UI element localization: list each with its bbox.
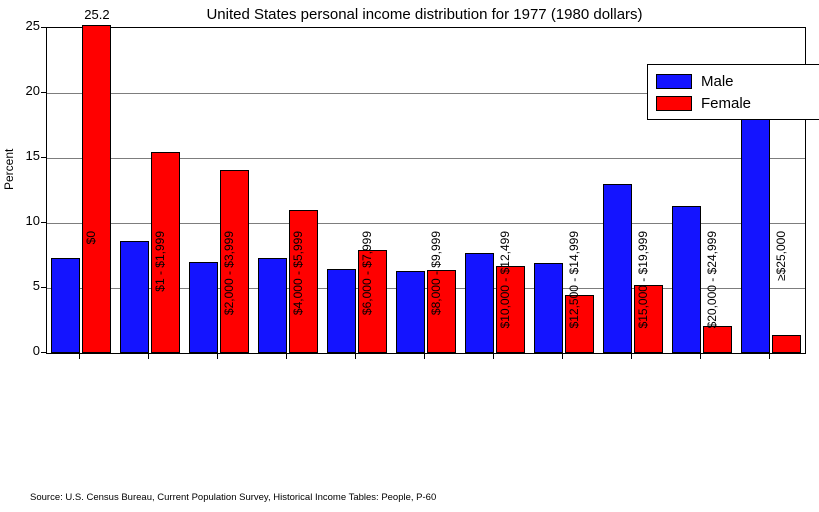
x-tick-mark [769, 354, 770, 359]
x-tick-mark [424, 354, 425, 359]
x-tick-label: $6,000 - $7,999 [360, 231, 375, 316]
bar-male [189, 262, 218, 353]
bar-male [258, 258, 287, 353]
x-tick-mark [355, 354, 356, 359]
x-tick-mark [493, 354, 494, 359]
legend-swatch-male-icon [656, 74, 692, 89]
x-tick-mark [286, 354, 287, 359]
x-tick-label: $12,500 - $14,999 [566, 231, 581, 329]
chart-title: United States personal income distribution for 1977 (1980 dollars) [206, 6, 643, 23]
bar-male [465, 253, 494, 353]
y-tick-label: 15 [25, 148, 40, 163]
x-tick-mark [79, 354, 80, 359]
x-tick-mark [562, 354, 563, 359]
bar-male [534, 263, 563, 353]
bar-male [396, 271, 425, 353]
legend-item-female [656, 92, 818, 114]
x-tick-label: $10,000 - $12,499 [497, 231, 512, 329]
y-tick-label: 5 [32, 278, 40, 293]
legend [647, 64, 819, 120]
bar-male [603, 184, 632, 353]
x-tick-mark [631, 354, 632, 359]
x-tick-label: $4,000 - $5,999 [291, 231, 306, 316]
x-tick-label: $1 - $1,999 [153, 231, 168, 292]
bar-male [741, 114, 770, 353]
x-tick-mark [148, 354, 149, 359]
x-tick-label: $0 [84, 231, 99, 245]
x-tick-label: $8,000 - $9,999 [429, 231, 443, 316]
x-tick-label: ≥$25,000 [773, 231, 788, 281]
bar-male [327, 269, 356, 354]
legend-label-female: Female [701, 94, 752, 112]
y-axis-label: Percent [2, 148, 16, 190]
y-tick-label: 10 [25, 213, 40, 228]
legend-swatch-female-icon [656, 96, 692, 111]
x-tick-label: $2,000 - $3,999 [222, 231, 237, 316]
bar-male [51, 258, 80, 353]
x-tick-mark [217, 354, 218, 359]
y-tick-label: 25 [25, 18, 40, 33]
bar-male [120, 241, 149, 353]
bar-value-label: 25.2 [84, 7, 110, 23]
x-tick-mark [700, 354, 701, 359]
y-tick-label: 0 [32, 343, 40, 358]
bar-male [672, 206, 701, 353]
legend-item-male [656, 70, 818, 92]
x-tick-label: $20,000 - $24,999 [704, 231, 719, 329]
x-tick-label: $15,000 - $19,999 [635, 231, 650, 329]
y-tick-label: 20 [25, 83, 40, 98]
legend-label-male: Male [701, 72, 734, 90]
source-note: Source: U.S. Census Bureau, Current Population Survey, Historical Income Tables: People, P-60 [30, 492, 437, 503]
